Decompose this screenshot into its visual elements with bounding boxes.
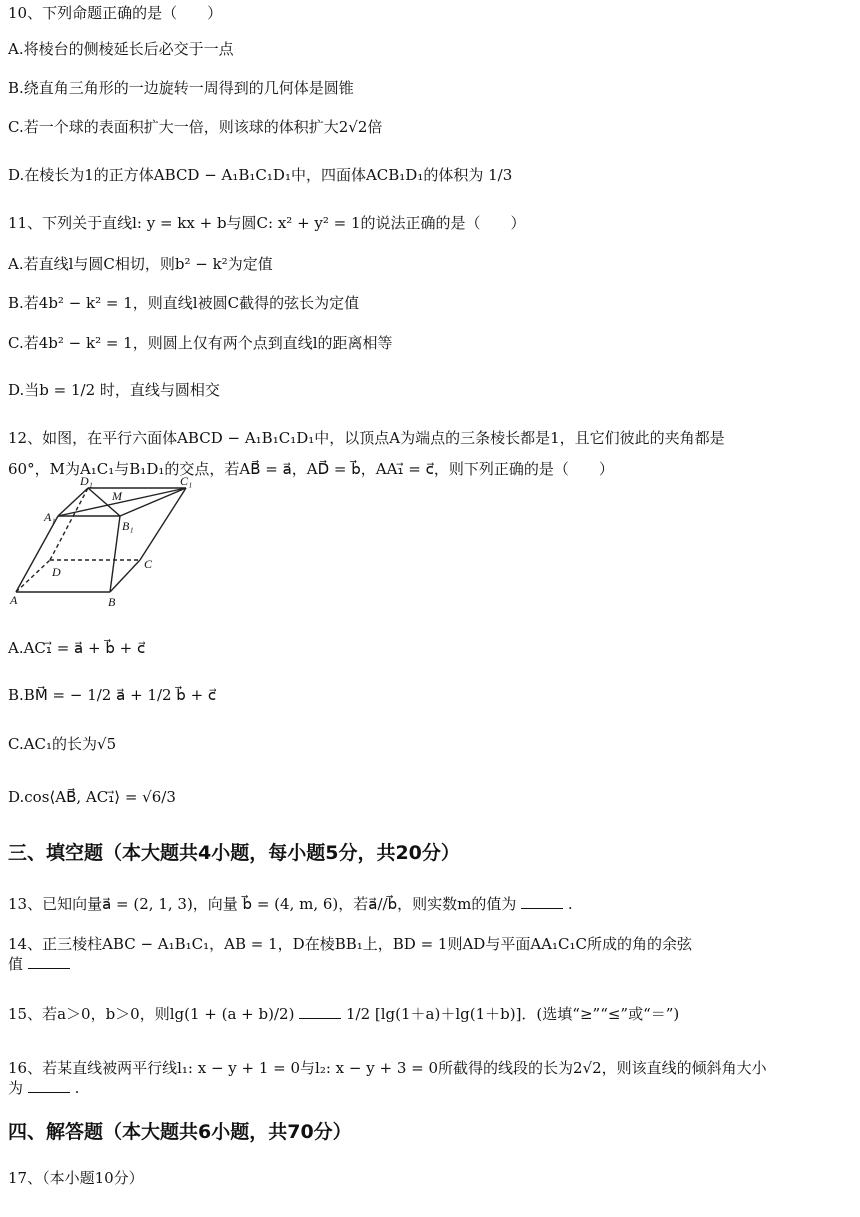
q10-option-d: D.在棱长为1的正方体ABCD − A₁B₁C₁D₁中，四面体ACB₁D₁的体积为 1/3 <box>8 166 513 184</box>
q12-option-c: C.AC₁的长为√5 <box>8 735 117 753</box>
q15-post: 1/2 [lg(1＋a)＋lg(1＋b)]．(选填“≥”“≤”或“＝”) <box>345 1005 680 1023</box>
q10-option-b: B.绕直角三角形的一边旋转一周得到的几何体是圆锥 <box>8 79 354 97</box>
q11-option-b: B.若4b² − k² = 1，则直线l被圆C截得的弦长为定值 <box>8 294 360 312</box>
label-c: C <box>144 557 153 571</box>
label-a1: A₁ <box>44 510 56 524</box>
edge-ad <box>16 560 50 592</box>
q12-stem-line2: 60°，M为A₁C₁与B₁D₁的交点，若AB⃗ = a⃗，AD⃗ = b⃗，AA₁⃗ = c⃗，则下列正确的是（ ） <box>8 460 614 478</box>
label-c1: C₁ <box>180 474 193 488</box>
edge-aa1 <box>16 516 58 592</box>
q16-line2-text: 为 <box>8 1079 24 1097</box>
q11-option-a: A.若直线l与圆C相切，则b² − k²为定值 <box>8 255 273 273</box>
section-3-title: 三、填空题（本大题共4小题，每小题5分，共20分） <box>8 842 460 864</box>
q11-stem: 11、下列关于直线l: y = kx + b与圆C: x² + y² = 1的说法正确的是（ ） <box>8 214 526 232</box>
diagonal-a1c1 <box>58 488 186 516</box>
q15-answer-blank <box>299 1004 341 1019</box>
q14-answer-blank <box>28 954 70 969</box>
edge-b1c1 <box>120 488 186 516</box>
q12-option-b: B.BM⃗ = − 1/2 a⃗ + 1/2 b⃗ + c⃗ <box>8 686 217 704</box>
label-a: A <box>10 593 18 607</box>
q11-option-d: D.当b = 1/2 时，直线与圆相交 <box>8 381 220 399</box>
q13-answer-blank <box>521 894 563 909</box>
label-m: M <box>112 489 122 503</box>
edge-dd1 <box>50 488 88 560</box>
parallelepiped-figure <box>8 474 208 614</box>
edge-a1d1 <box>58 488 88 516</box>
q12-stem-line1: 12、如图，在平行六面体ABCD − A₁B₁C₁D₁中，以顶点A为端点的三条棱长都是1，且它们彼此的夹角都是 <box>8 429 725 447</box>
q11-option-c: C.若4b² − k² = 1，则圆上仅有两个点到直线l的距离相等 <box>8 334 393 352</box>
q14-line2 <box>8 953 852 975</box>
q17-text: 17、（本小题10分） <box>8 1169 144 1187</box>
edge-bc <box>110 560 140 592</box>
q13-text <box>8 893 852 915</box>
label-d1: D₁ <box>80 474 93 488</box>
q14-line2-text: 值 <box>8 955 24 973</box>
label-b1: B₁ <box>122 519 134 533</box>
section-4-title: 四、解答题（本大题共6小题，共70分） <box>8 1121 352 1143</box>
edge-bb1 <box>110 516 120 592</box>
q16-line1: 16、若某直线被两平行线l₁: x − y + 1 = 0与l₂: x − y + 3 = 0所截得的线段的长为2√2，则该直线的倾斜角大小 <box>8 1059 767 1077</box>
q12-option-d: D.cos⟨AB⃗, AC₁⃗⟩ = √6/3 <box>8 788 176 806</box>
label-b: B <box>108 595 116 609</box>
q15-text <box>8 1003 852 1025</box>
q13-stem: 13、已知向量a⃗ = (2, 1, 3)，向量 b⃗ = (4, m, 6)，若a⃗//b⃗，则实数m的值为 <box>8 895 517 913</box>
q10-stem: 10、下列命题正确的是（ ） <box>8 4 223 22</box>
label-d: D <box>52 565 61 579</box>
q13-tail: . <box>567 895 573 913</box>
q16-line2 <box>8 1077 852 1099</box>
q10-option-a: A.将棱台的侧棱延长后必交于一点 <box>8 40 234 58</box>
q10-option-c: C.若一个球的表面积扩大一倍，则该球的体积扩大2√2倍 <box>8 118 383 136</box>
q16-tail: . <box>74 1079 80 1097</box>
q14-line1: 14、正三棱柱ABC − A₁B₁C₁，AB = 1，D在棱BB₁上，BD = 1则AD与平面AA₁C₁C所成的角的余弦 <box>8 935 692 953</box>
q16-answer-blank <box>28 1078 70 1093</box>
edge-cc1 <box>140 488 186 560</box>
q15-pre: 15、若a＞0，b＞0，则lg(1 + (a + b)/2) <box>8 1005 295 1023</box>
q12-option-a: A.AC₁⃗ = a⃗ + b⃗ + c⃗ <box>8 639 146 657</box>
